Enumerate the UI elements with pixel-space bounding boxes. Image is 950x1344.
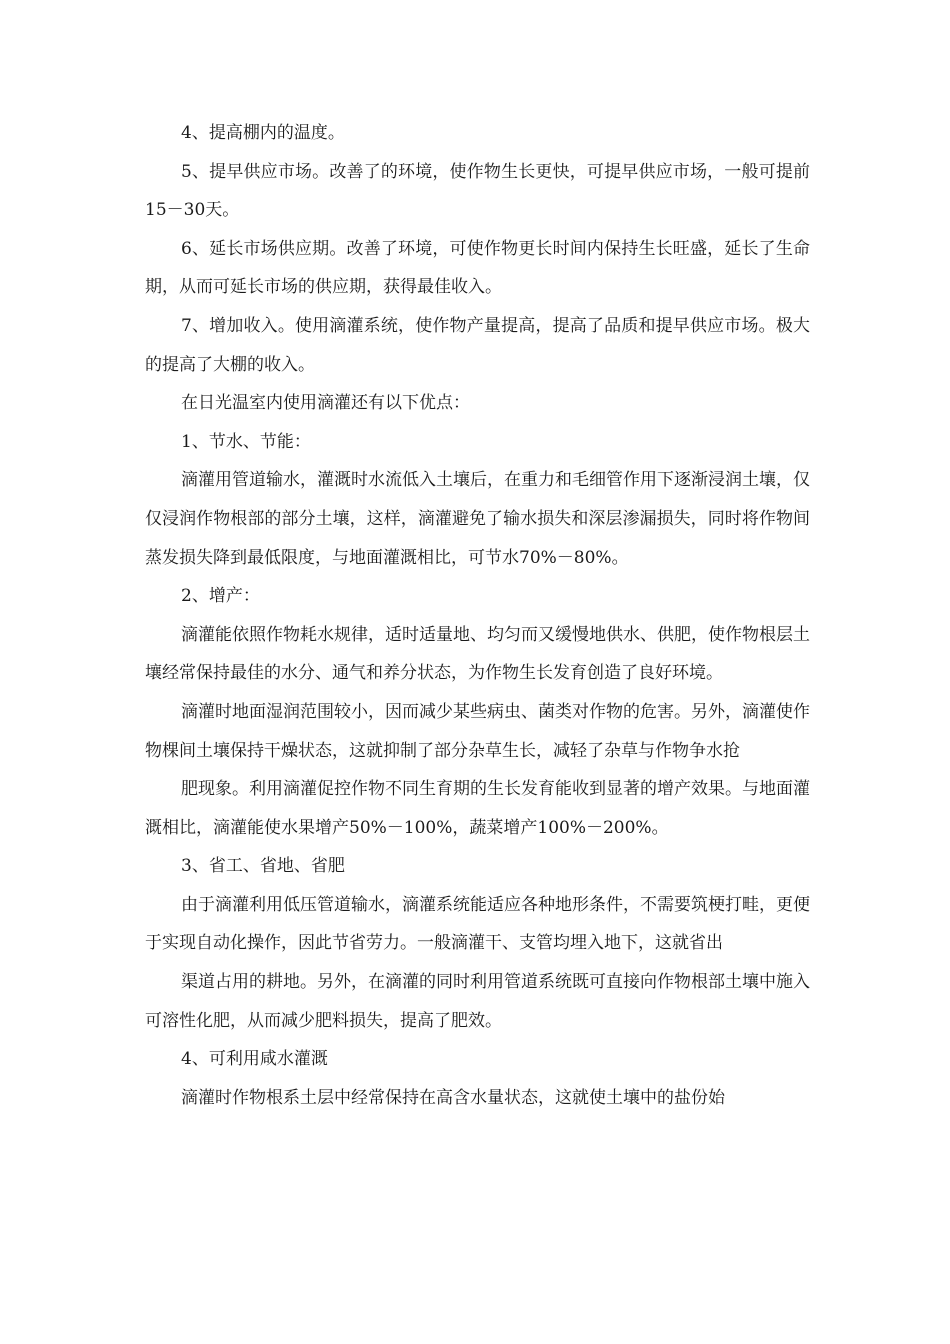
- paragraph-save-land-fertilizer: 渠道占用的耕地。另外，在滴灌的同时利用管道系统既可直接向作物根部土壤中施入可溶性化肥，从而减少肥料损失，提高了肥效。: [145, 972, 810, 1031]
- document-body: [145, 114, 810, 1117]
- paragraph-yield-increase-2: 滴灌时地面湿润范围较小，因而减少某些病虫、菌类对作物的危害。另外，滴灌使作物棵间土壤保持干燥状态，这就抑制了部分杂草生长，减轻了杂草与作物争水抢: [145, 701, 810, 761]
- paragraph-water-saving: 滴灌用管道输水，灌溉时水流低入土壤后，在重力和毛细管作用下逐渐浸润土壤，仅仅浸润作物根部的部分土壤，这样，滴灌避免了输水损失和深层渗漏损失，同时将作物间蒸发损失降到最低限度，与地面灌溉相比，可节水70%－80%。: [145, 470, 810, 568]
- paragraph-raise-temperature: 4、提高棚内的温度。: [181, 123, 345, 143]
- heading-save-labor-land-fertilizer: 3、省工、省地、省肥: [181, 856, 345, 877]
- paragraph-saline-water: 滴灌时作物根系土层中经常保持在高含水量状态，这就使土壤中的盐份始: [181, 1087, 725, 1108]
- heading-saline-water: 4、可利用咸水灌溉: [181, 1049, 328, 1070]
- paragraph-extend-supply: 6、延长市场供应期。改善了环境，可使作物更长时间内保持生长旺盛，延长了生命期，从而可延长市场的供应期，获得最佳收入。: [145, 238, 810, 298]
- heading-yield-increase: 2、增产：: [181, 586, 260, 607]
- paragraph-save-labor: 由于滴灌利用低压管道输水，滴灌系统能适应各种地形条件，不需要筑梗打畦，更便于实现自动化操作，因此节省劳力。一般滴灌干、支管均埋入地下，这就省出: [145, 894, 810, 954]
- paragraph-advantages-intro: 在日光温室内使用滴灌还有以下优点：: [181, 393, 470, 414]
- paragraph-yield-increase-1: 滴灌能依照作物耗水规律，适时适量地、均匀而又缓慢地供水、供肥，使作物根层土壤经常保持最佳的水分、通气和养分状态，为作物生长发育创造了良好环境。: [145, 624, 810, 684]
- paragraph-early-supply: 5、提早供应市场。改善了的环境，使作物生长更快，可提早供应市场，一般可提前15－30天。: [145, 161, 810, 221]
- paragraph-increase-income: 7、增加收入。使用滴灌系统，使作物产量提高，提高了品质和提早供应市场。极大的提高了大棚的收入。: [145, 315, 810, 375]
- paragraph-yield-increase-3: 肥现象。利用滴灌促控作物不同生育期的生长发育能收到显著的增产效果。与地面灌溉相比，滴灌能使水果增产50%－100%，蔬菜增产100%－200%。: [145, 779, 810, 838]
- heading-water-energy-saving: 1、节水、节能：: [181, 431, 311, 452]
